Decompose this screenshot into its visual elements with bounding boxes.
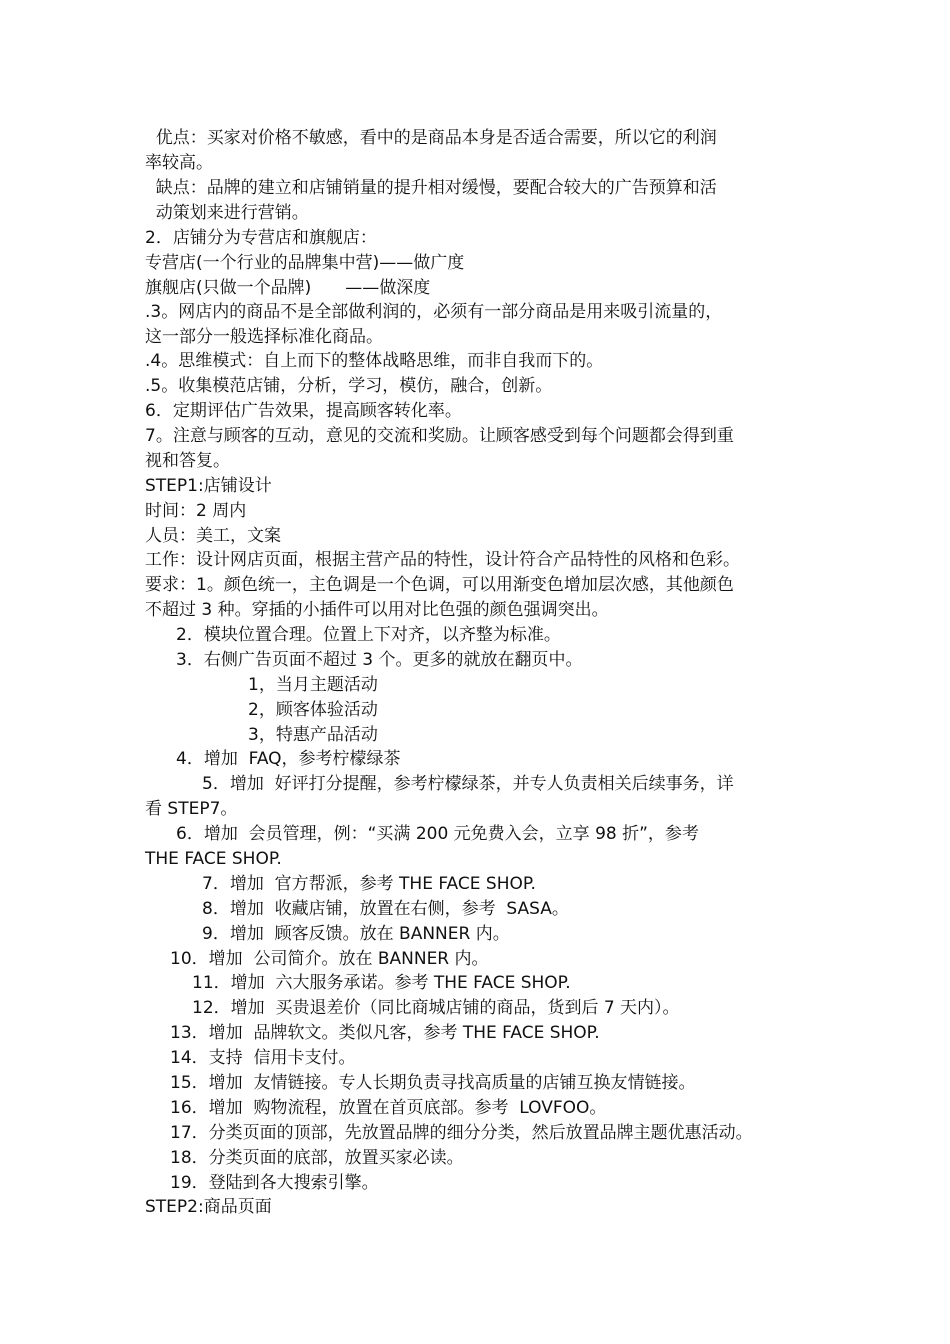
text-line: 人员：美工，文案 [145,526,281,546]
text-line: 优点：买家对价格不敏感，看中的是商品本身是否适合需要，所以它的利润 [145,128,717,148]
list-item: 18．分类页面的底部，放置买家必读。 [170,1148,464,1168]
section-heading: STEP1:店铺设计 [145,476,272,496]
list-item: 2．模块位置合理。位置上下对齐，以齐整为标准。 [176,625,561,645]
list-item: 19．登陆到各大搜索引擎。 [170,1173,379,1193]
list-item: 12．增加 买贵退差价（同比商城店铺的商品，货到后 7 天内）。 [192,998,680,1018]
list-item: 4．增加 FAQ，参考柠檬绿茶 [176,749,401,769]
text-line: 这一部分一般选择标准化商品。 [145,327,383,347]
list-item: 3．右侧广告页面不超过 3 个。更多的就放在翻页中。 [176,650,583,670]
list-item: 11．增加 六大服务承诺。参考 THE FACE SHOP. [192,973,571,993]
text-line: 时间：2 周内 [145,501,247,521]
text-line: 视和答复。 [145,451,230,471]
text-line: 专营店(一个行业的品牌集中营)——做广度 [145,253,465,273]
list-item: 6．增加 会员管理，例：“买满 200 元免费入会，立享 98 折”，参考 [176,824,699,844]
text-line: 不超过 3 种。穿插的小插件可以用对比色强的颜色强调突出。 [145,600,609,620]
text-line: .3。网店内的商品不是全部做利润的，必须有一部分商品是用来吸引流量的， [145,302,723,322]
text-line: 缺点：品牌的建立和店铺销量的提升相对缓慢，要配合较大的广告预算和活 [145,178,717,198]
text-line: 7。注意与顾客的互动，意见的交流和奖励。让顾客感受到每个问题都会得到重 [145,426,734,446]
text-line: 动策划来进行营销。 [145,203,309,223]
text-line: 工作：设计网店页面，根据主营产品的特性，设计符合产品特性的风格和色彩。 [145,550,740,570]
list-item: 5．增加 好评打分提醒，参考柠檬绿茶，并专人负责相关后续事务，详 [202,774,734,794]
sub-list-item: 2，顾客体验活动 [248,700,378,720]
list-item: 17．分类页面的顶部，先放置品牌的细分分类，然后放置品牌主题优惠活动。 [170,1123,753,1143]
text-line: THE FACE SHOP. [145,849,282,869]
text-line: .4。思维模式：自上而下的整体战略思维，而非自我而下的。 [145,351,604,371]
list-item: 8．增加 收藏店铺，放置在右侧，参考 SASA。 [202,899,569,919]
sub-list-item: 1，当月主题活动 [248,675,378,695]
list-item: 16．增加 购物流程，放置在首页底部。参考 LOVFOO。 [170,1098,607,1118]
list-item: 15．增加 友情链接。专人长期负责寻找高质量的店铺互换友情链接。 [170,1073,696,1093]
list-item: 7．增加 官方帮派，参考 THE FACE SHOP. [202,874,536,894]
sub-list-item: 3，特惠产品活动 [248,725,378,745]
text-line: 旗舰店(只做一个品牌) ——做深度 [145,278,431,298]
text-line: 2．店铺分为专营店和旗舰店： [145,228,377,248]
list-item: 14．支持 信用卡支付。 [170,1048,356,1068]
text-line: .5。收集模范店铺，分析，学习，模仿，融合，创新。 [145,376,553,396]
section-heading: STEP2:商品页面 [145,1197,272,1217]
list-item: 9．增加 顾客反馈。放在 BANNER 内。 [202,924,510,944]
list-item: 10．增加 公司简介。放在 BANNER 内。 [170,949,489,969]
text-line: 率较高。 [145,153,213,173]
list-item: 13．增加 品牌软文。类似凡客，参考 THE FACE SHOP. [170,1023,600,1043]
text-line: 要求：1。颜色统一，主色调是一个色调，可以用渐变色增加层次感，其他颜色 [145,575,734,595]
text-line: 6．定期评估广告效果，提高顾客转化率。 [145,401,462,421]
text-line: 看 STEP7。 [145,799,238,819]
